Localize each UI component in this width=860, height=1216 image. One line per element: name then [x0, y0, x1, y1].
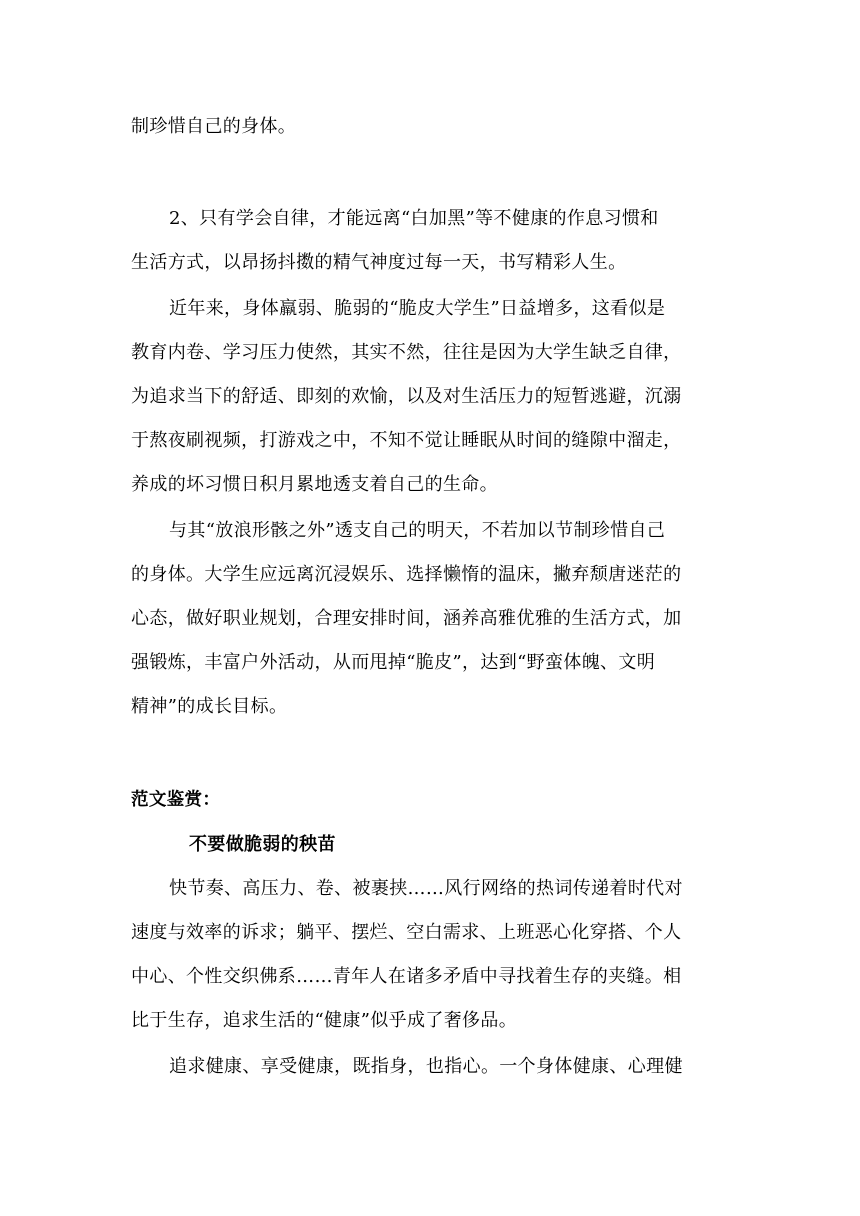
rather-line-3: 心态，做好职业规划，合理安排时间，涵养高雅优雅的生活方式，加 — [131, 608, 682, 629]
essay-title: 不要做脆弱的秧苗 — [189, 834, 336, 855]
recent-years-line-2: 教育内卷、学习压力使然，其实不然，往往是因为大学生缺乏自律， — [131, 342, 682, 363]
essay-paragraph-2-line-1: 追求健康、享受健康，既指身，也指心。一个身体健康、心理健 — [169, 1056, 683, 1077]
recent-years-line-3: 为追求当下的舒适、即刻的欢愉，以及对生活压力的短暂逃避，沉溺 — [131, 386, 682, 407]
essay-paragraph-1-line-4: 比于生存，追求生活的“健康”似乎成了奢侈品。 — [131, 1010, 518, 1031]
essay-paragraph-1-line-1: 快节奏、高压力、卷、被裹挟……风行网络的热词传递着时代对 — [169, 878, 683, 899]
point-2-line-1: 2、只有学会自律，才能远离“白加黑”等不健康的作息习惯和 — [169, 208, 659, 229]
essay-paragraph-1-line-2: 速度与效率的诉求；躺平、摆烂、空白需求、上班恶心化穿搭、个人 — [131, 922, 682, 943]
section-heading: 范文鉴赏： — [131, 790, 221, 810]
point-2-line-2: 生活方式，以昂扬抖擞的精气神度过每一天，书写精彩人生。 — [131, 252, 627, 273]
rather-line-2: 的身体。大学生应远离沉浸娱乐、选择懒惰的温床，撇弃颓唐迷茫的 — [131, 564, 682, 585]
rather-line-4: 强锻炼，丰富户外活动，从而甩掉“脆皮”，达到“野蛮体魄、文明 — [131, 652, 656, 673]
recent-years-line-5: 养成的坏习惯日积月累地透支着自己的生命。 — [131, 474, 498, 495]
essay-paragraph-1-line-3: 中心、个性交织佛系……青年人在诸多矛盾中寻找着生存的夹缝。相 — [131, 966, 682, 987]
recent-years-line-4: 于熬夜刷视频，打游戏之中，不知不觉让睡眠从时间的缝隙中溜走， — [131, 430, 682, 451]
paragraph-tail: 制珍惜自己的身体。 — [131, 116, 297, 137]
recent-years-line-1: 近年来，身体羸弱、脆弱的“脆皮大学生”日益增多，这看似是 — [169, 298, 666, 319]
rather-line-1: 与其“放浪形骸之外”透支自己的明天，不若加以节制珍惜自己 — [169, 520, 666, 541]
rather-line-5: 精神”的成长目标。 — [131, 696, 288, 717]
